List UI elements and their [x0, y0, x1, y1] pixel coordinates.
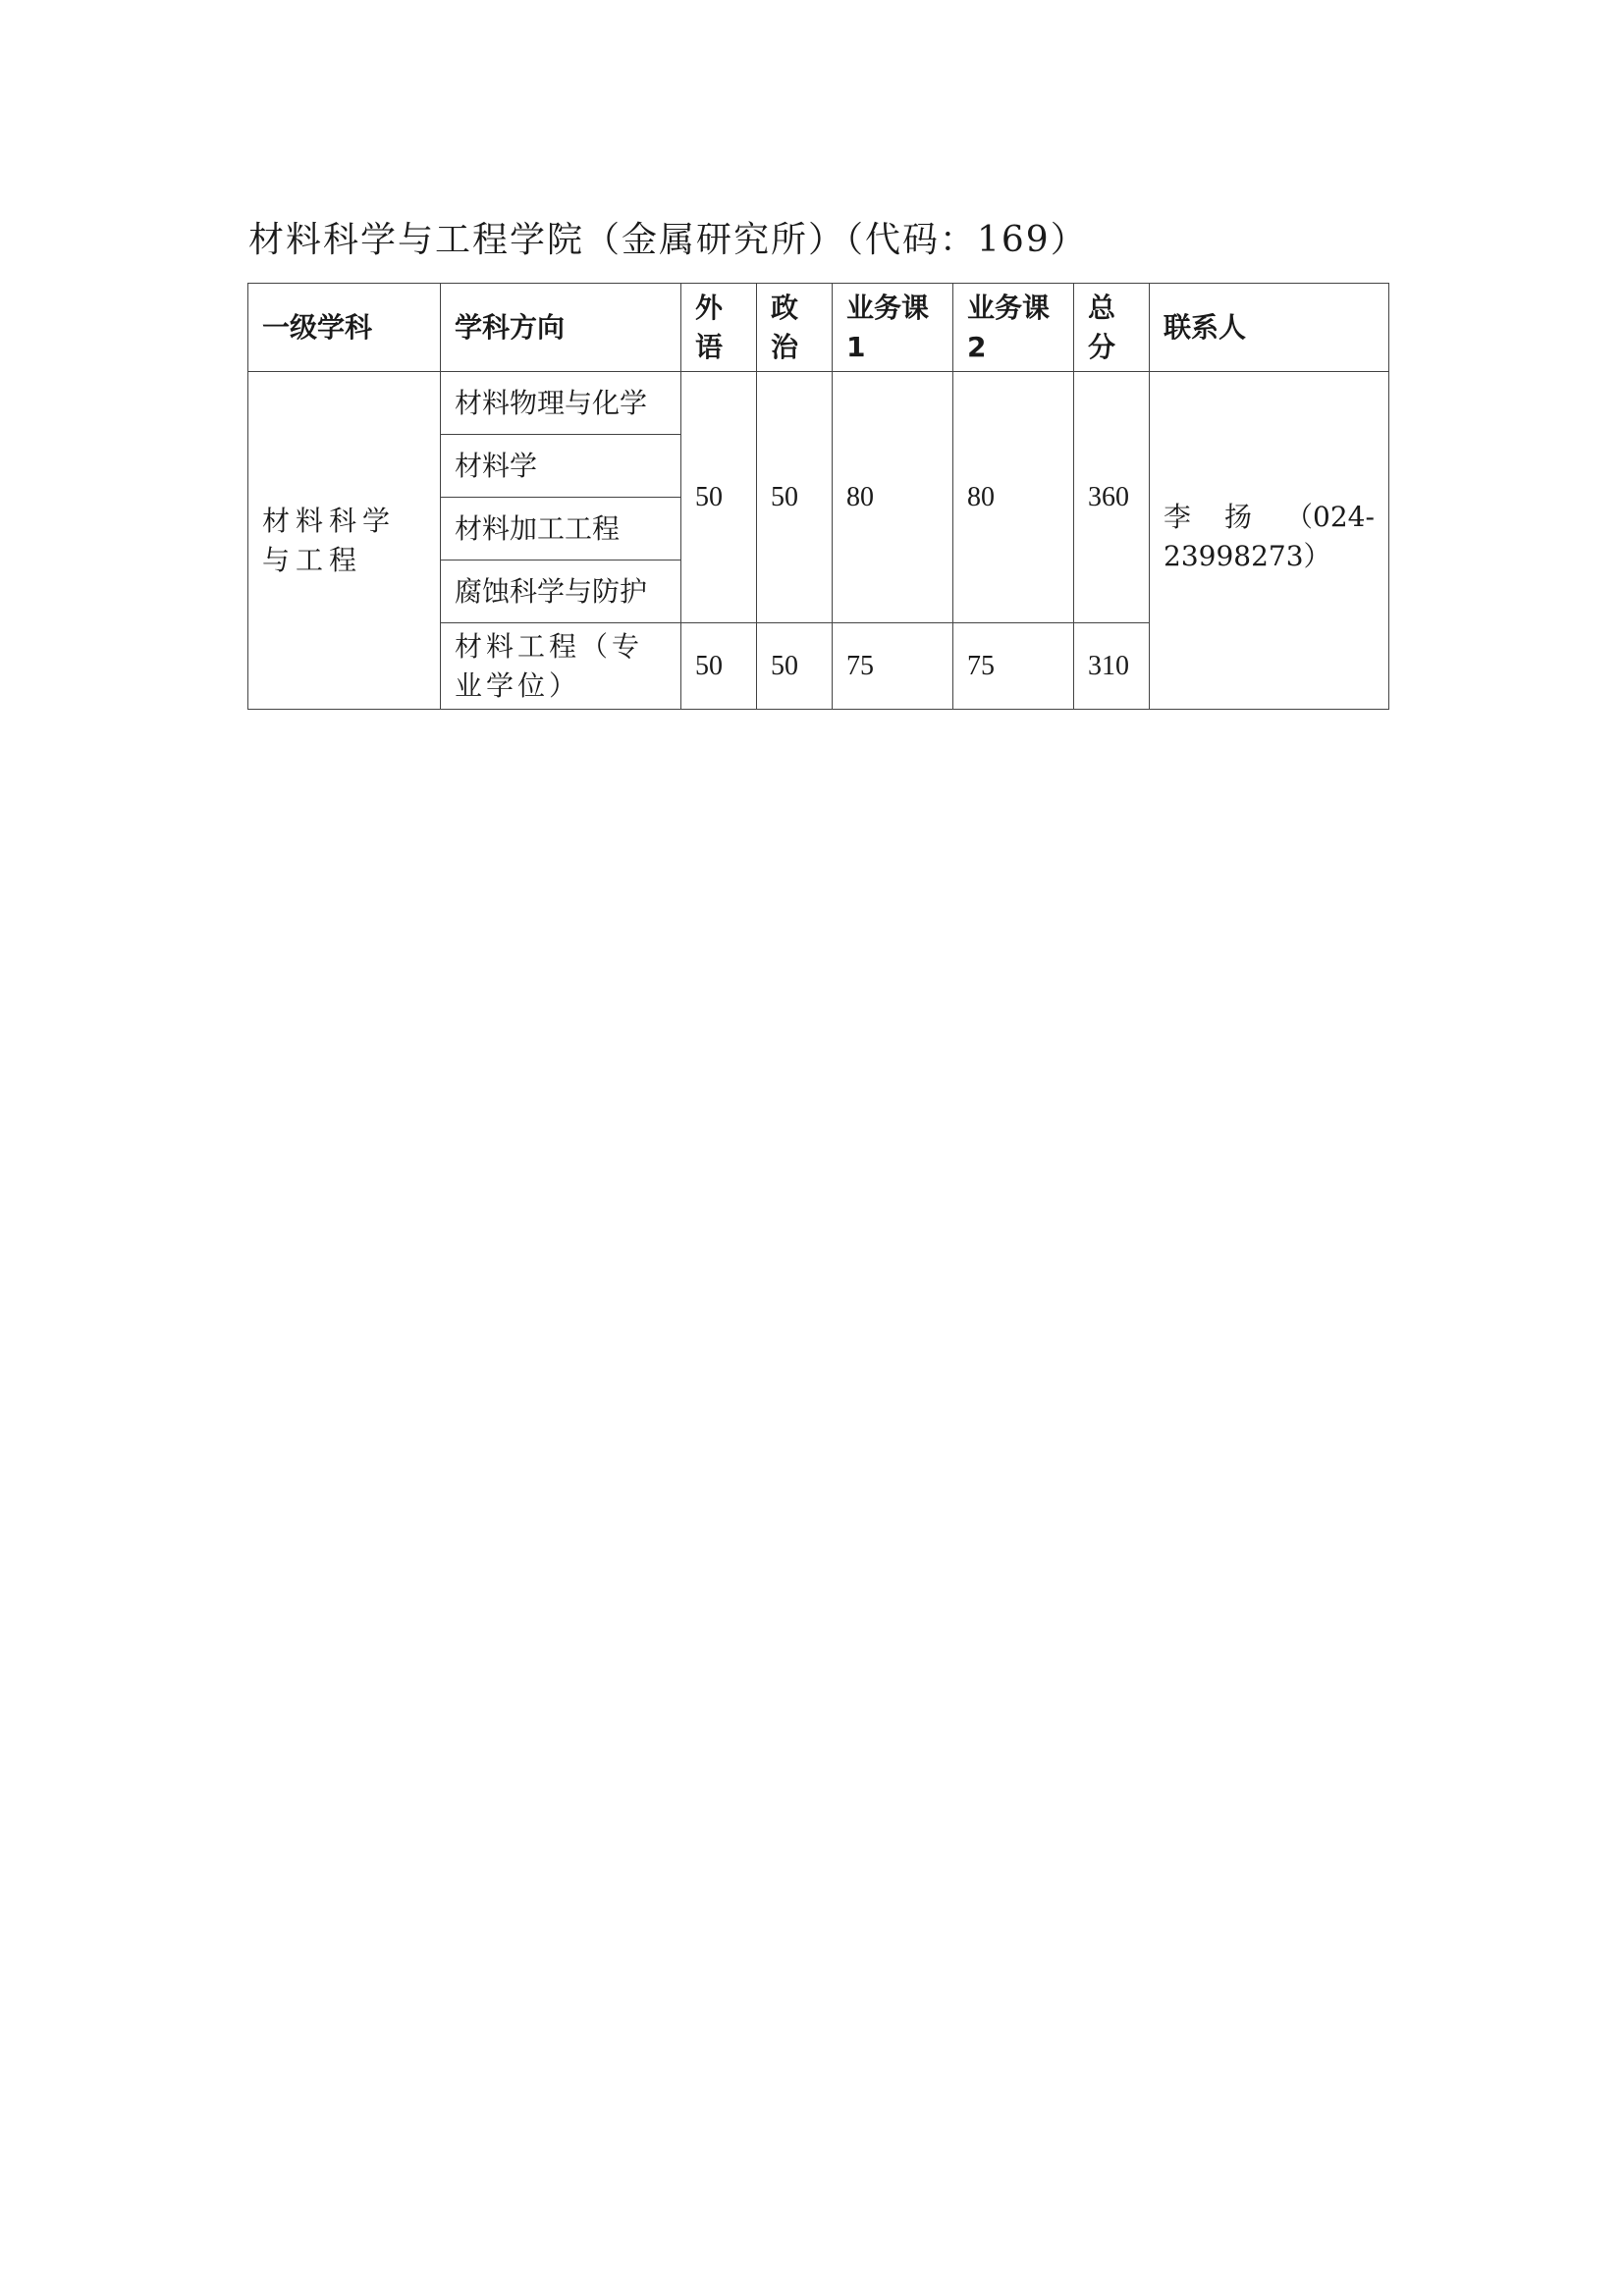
contact-name: 李扬: [1164, 501, 1286, 533]
academic-politics-score: 50: [757, 372, 833, 623]
academic-foreign-language-score: 50: [681, 372, 757, 623]
direction-cell: 材料物理与化学: [441, 372, 681, 435]
header-row: [248, 284, 1389, 372]
header-course1: 业务课1: [833, 284, 953, 372]
discipline-cell: 材料科学与工程: [248, 372, 441, 710]
direction-cell: 材料学: [441, 435, 681, 498]
header-course2: 业务课2: [953, 284, 1074, 372]
header-politics: 政治: [757, 284, 833, 372]
header-contact: 联系人: [1150, 284, 1389, 372]
header-foreign-language: 外语: [681, 284, 757, 372]
academic-course1-score: 80: [833, 372, 953, 623]
header-direction: 学科方向: [441, 284, 681, 372]
contact-phone: （024-23998273）: [1164, 501, 1375, 572]
direction-cell: 腐蚀科学与防护: [441, 561, 681, 623]
professional-total-score: 310: [1074, 623, 1150, 710]
direction-cell: 材料工程（专业学位）: [441, 623, 681, 710]
academic-total-score: 360: [1074, 372, 1150, 623]
header-total: 总分: [1074, 284, 1150, 372]
score-table: [247, 283, 1389, 710]
header-discipline: 一级学科: [248, 284, 441, 372]
page-title: 材料科学与工程学院（金属研究所）（代码：169）: [248, 220, 1088, 260]
academic-course2-score: 80: [953, 372, 1074, 623]
contact-cell: [1150, 372, 1389, 710]
professional-politics-score: 50: [757, 623, 833, 710]
table-row: [248, 372, 1389, 435]
professional-course1-score: 75: [833, 623, 953, 710]
professional-foreign-language-score: 50: [681, 623, 757, 710]
direction-cell: 材料加工工程: [441, 498, 681, 561]
professional-course2-score: 75: [953, 623, 1074, 710]
